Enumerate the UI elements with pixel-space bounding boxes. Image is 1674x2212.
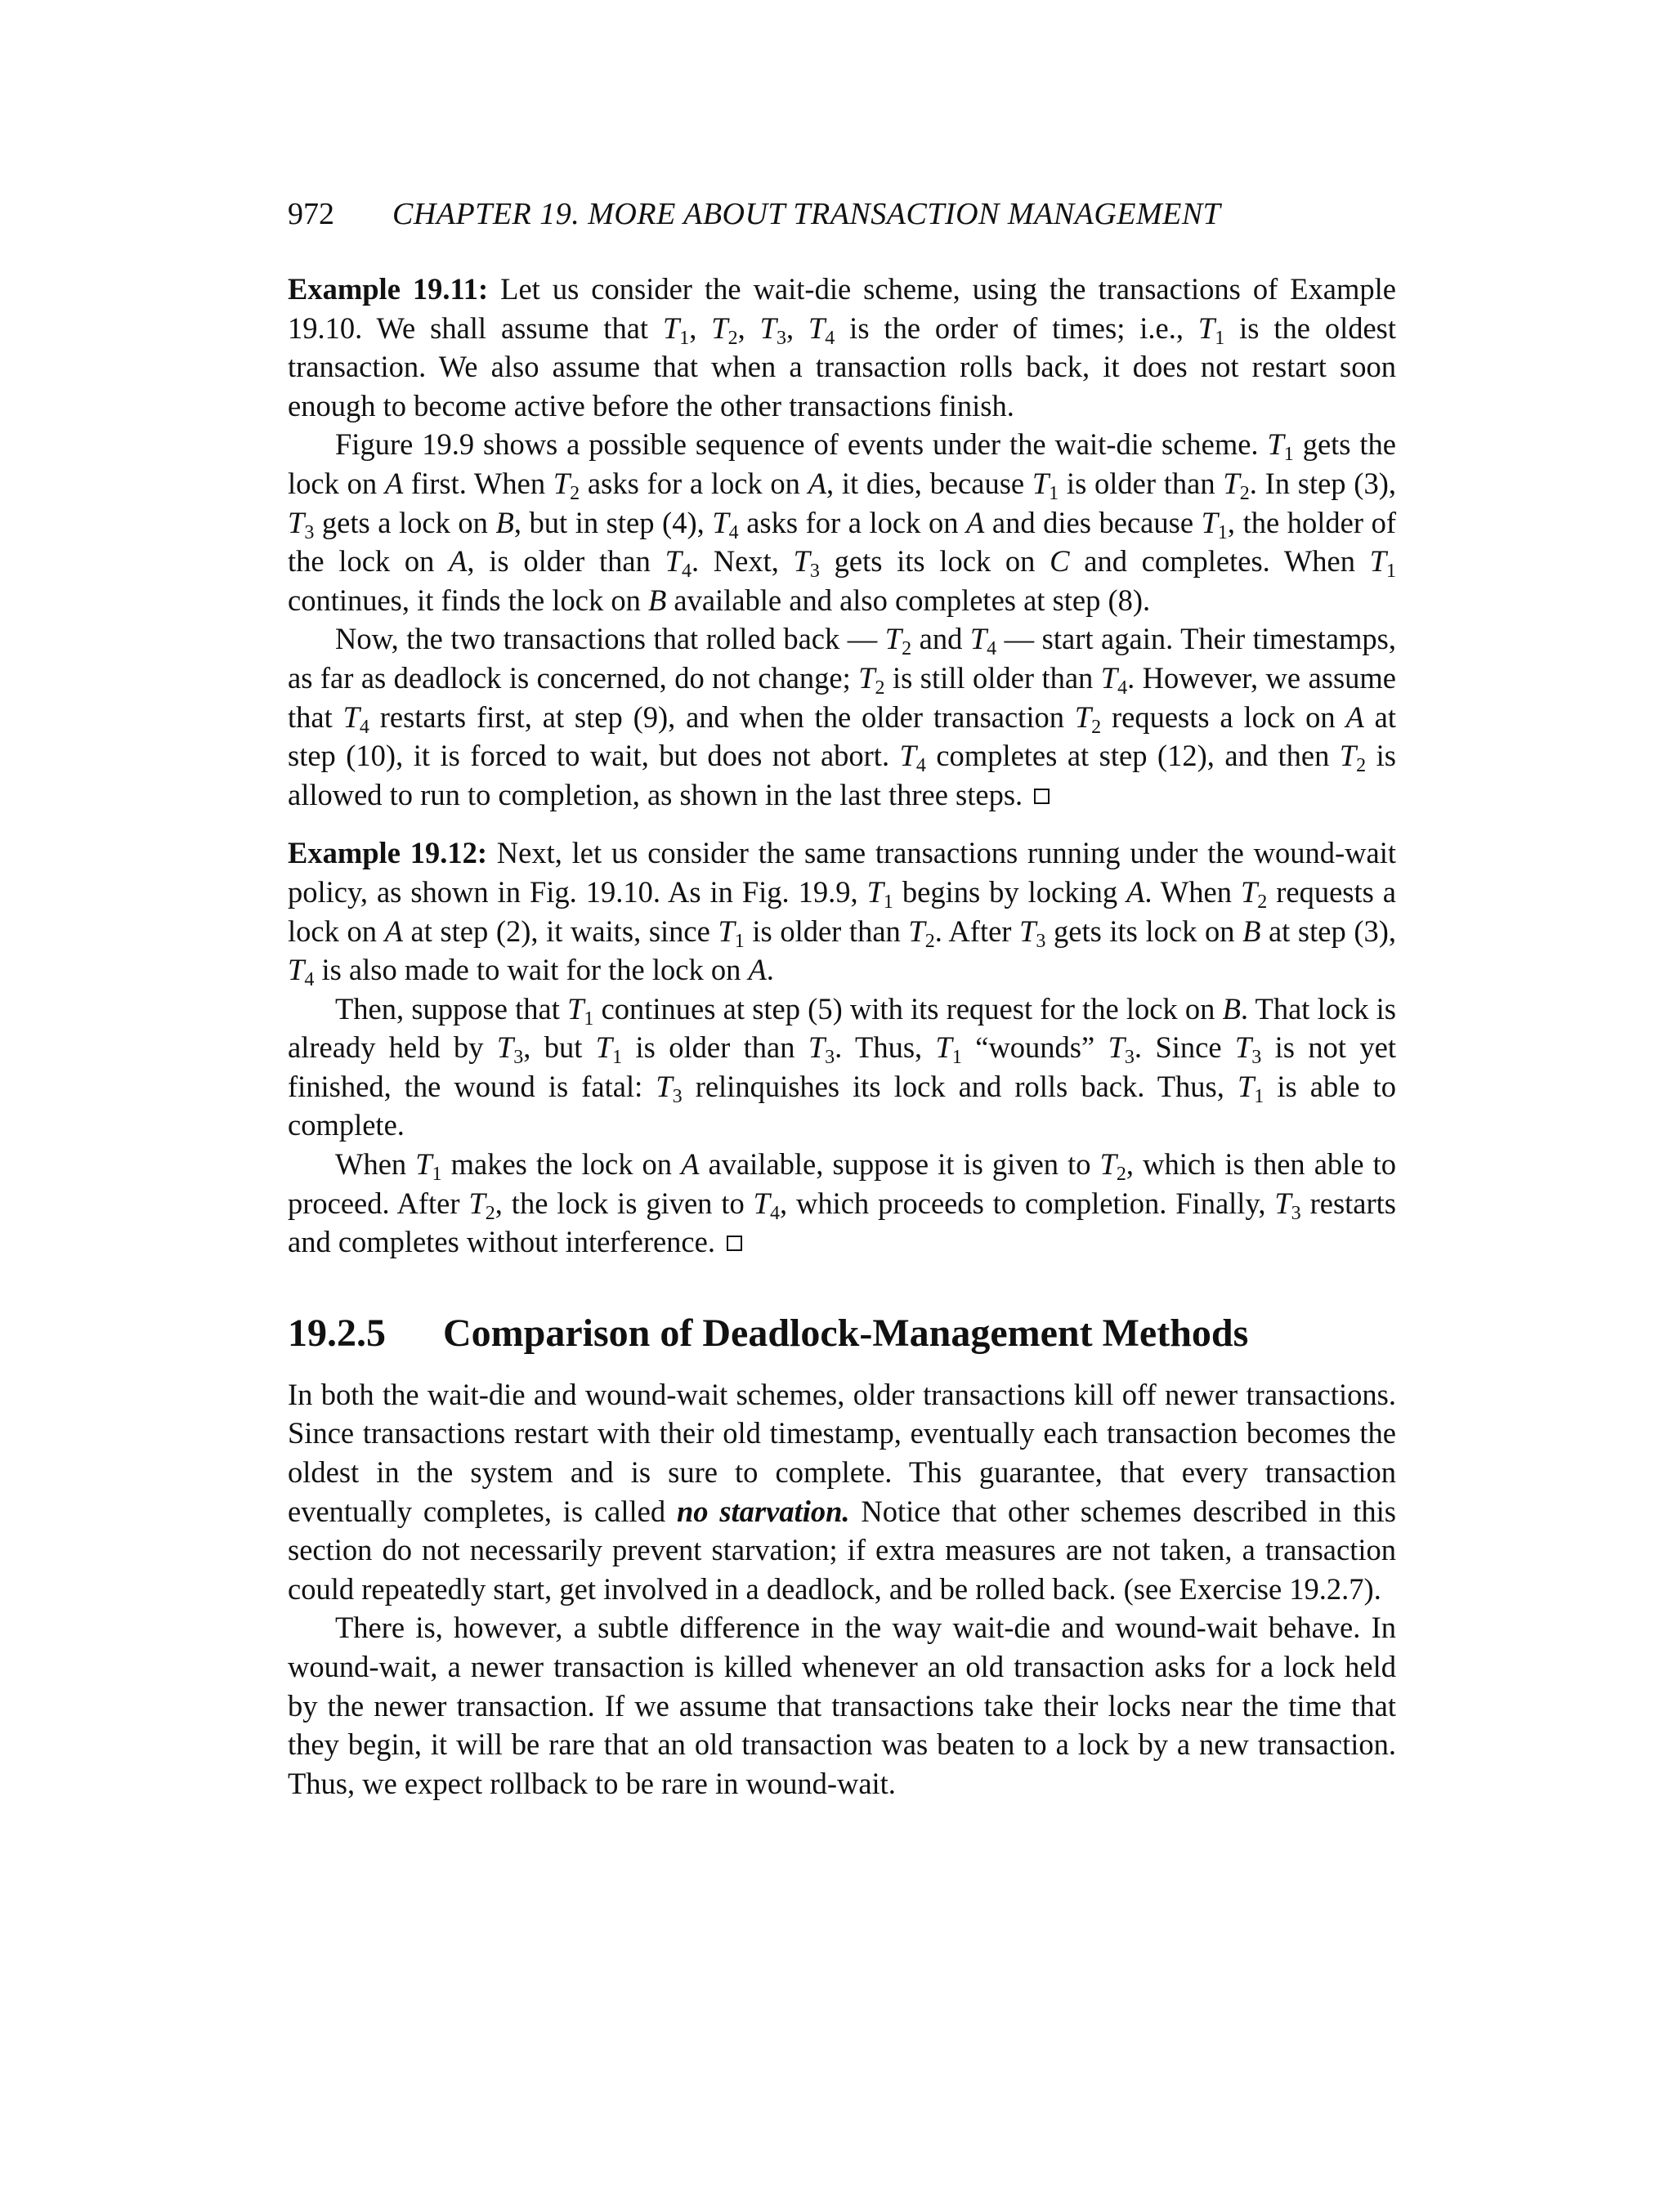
section-paragraph-1: In both the wait-die and wound-wait schemes, older transactions kill off newer transactions. Since transactions restart with their old timestamp, eventually each transaction becomes the oldest in the system and is sure to complete. This guarantee, that every transaction eventually completes, is called no starvation. Notice that other schemes described in this section do not necessarily prevent starvation; if extra measures are not taken, a transaction could repeatedly start, get involved in a deadlock, and be rolled back. (see Exercise 19.2.7). xyxy=(288,1377,1396,1606)
section-paragraph-2: There is, however, a subtle difference in the way wait-die and wound-wait behave. In wound-wait, a newer transaction is killed whenever an old transaction asks for a lock held by the newer transaction. If we assume that transactions take their locks near the time that they begin, it will be rare that an old transaction was beaten to a lock by a new transaction. Thus, we expect rollback to be rare in wound-wait. xyxy=(288,1611,1396,1800)
end-of-example-icon xyxy=(1034,789,1050,804)
end-of-example-icon xyxy=(727,1236,742,1251)
page-number: 972 xyxy=(288,197,334,231)
example-19-12-paragraph-1: Example 19.12: Next, let us consider the same transactions running under the wound-wait policy, as shown in Fig. 19.10. As in Fig. 19.9, $T_1$ begins by locking A. When $T_2$ requests a lock on A at step (2), it waits, since $T_1$ is older than $T_2$. After $T_3$ gets its lock on B at step (3), $T_4$ is also made to wait for the lock on A. xyxy=(288,836,1397,991)
section-number: 19.2.5 xyxy=(288,1311,386,1355)
example-19-12-paragraph-3: When $T_1$ makes the lock on A available, suppose it is given to $T_2$, which is then able to proceed. After $T_2$, the lock is given to $T_4$, which proceeds to completion. Finally, $T_3$ restarts and completes without interference. xyxy=(288,1147,1396,1259)
example-19-12-paragraph-2: Then, suppose that $T_1$ continues at step (5) with its request for the lock on B. That lock is already held by $T_3$, but $T_1$ is older than $T_3$. Thus, $T_1$ “wounds” $T_3$. Since $T_3$ is not yet finished, the wound is fatal: $T_3$ relinquishes its lock and rolls back. Thus, $T_1$ is able to complete. xyxy=(288,991,1396,1142)
document-page xyxy=(288,196,1396,1803)
section-heading xyxy=(288,1311,1396,1356)
running-header xyxy=(288,196,1396,232)
example-19-11-paragraph-2: Figure 19.9 shows a possible sequence of events under the wait-die scheme. $T_1$ gets the lock on A first. When $T_2$ asks for a lock on A, it dies, because $T_1$ is older than $T_2$. In step (3), $T_3$ gets a lock on B, but in step (4), $T_4$ asks for a lock on A and dies because $T_1$, the holder of the lock on A, is older than $T_4$. Next, $T_3$ gets its lock on C and completes. When $T_1$ continues, it finds the lock on B available and also completes at step (8). xyxy=(288,427,1397,617)
example-19-11-paragraph-1: Example 19.11: Let us consider the wait-die scheme, using the transactions of Example 19.10. We shall assume that $T_1$, $T_2$, $T_3$, $T_4$ is the order of times; i.e., $T_1$ is the oldest transaction. We also assume that when a transaction rolls back, it does not restart soon enough to become active before the other transactions finish. xyxy=(288,272,1397,422)
example-label: Example 19.12: xyxy=(288,836,487,870)
example-19-11-paragraph-3: Now, the two transactions that rolled back — $T_2$ and $T_4$ — start again. Their timestamps, as far as deadlock is concerned, do not change; $T_2$ is still older than $T_4$. However, we assume that $T_4$ restarts first, at step (9), and when the older transaction $T_2$ requests a lock on A at step (10), it is forced to wait, but does not abort. $T_4$ completes at step (12), and then $T_2$ is allowed to run to completion, as shown in the last three steps. xyxy=(288,622,1397,811)
example-label: Example 19.11: xyxy=(288,272,489,306)
chapter-title: CHAPTER 19. MORE ABOUT TRANSACTION MANAGEMENT xyxy=(392,197,1221,231)
section-title: Comparison of Deadlock-Management Methods xyxy=(443,1311,1249,1355)
defined-term: no starvation. xyxy=(676,1494,850,1528)
